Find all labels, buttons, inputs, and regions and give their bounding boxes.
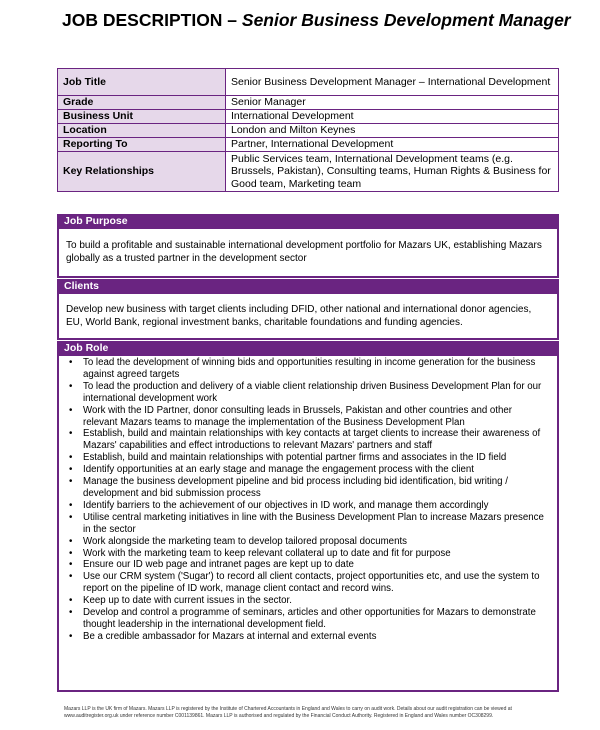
list-item-text: Establish, build and maintain relationships with key contacts at target clients to increase their awareness of Mazars' capabilities and effect introductions to relevant Mazars' partners and staff (83, 428, 541, 452)
info-label: Job Title (58, 69, 226, 96)
info-label: Business Unit (58, 110, 226, 124)
info-value: International Development (226, 110, 559, 124)
list-item (66, 464, 549, 476)
job-role-heading: Job Role (59, 341, 557, 356)
list-item-text: Use our CRM system ('Sugar') to record all client contacts, project opportunities etc, and use the system to report on the pipeline of ID work, manage client contact and record wins. (83, 571, 540, 595)
list-item-text: Keep up to date with current issues in the sector. (83, 595, 292, 607)
list-item (66, 536, 549, 548)
list-item-text: To lead the production and delivery of a viable client relationship driven Business Development Plan for our international development work (83, 380, 542, 404)
title-prefix: JOB DESCRIPTION – (62, 10, 242, 30)
list-item (66, 548, 549, 560)
list-item-text: Be a credible ambassador for Mazars at internal and external events (83, 630, 377, 642)
bullet-icon: • (69, 476, 73, 488)
bullet-icon: • (69, 630, 73, 642)
job-purpose-text: To build a profitable and sustainable international development portfolio for Mazars UK, establishing Mazars globally as a trusted partner in the development sector (66, 240, 542, 264)
list-item-text: Work alongside the marketing team to develop tailored proposal documents (83, 535, 407, 547)
info-label: Key Relationships (58, 152, 226, 192)
list-item (66, 381, 549, 405)
list-item-text: Develop and control a programme of seminars, articles and other opportunities for Mazars to demonstrate thought leadership in the international development field. (83, 607, 536, 630)
job-purpose-heading: Job Purpose (59, 214, 557, 229)
list-item-text: Work with the ID Partner, donor consulting leads in Brussels, Pakistan and other countries and other relevant Mazars teams to manage the implementation of the Business Development Plan (83, 404, 512, 428)
bullet-icon: • (69, 499, 73, 511)
clients-heading: Clients (59, 279, 557, 294)
table-row (58, 152, 559, 192)
list-item-text: Work with the marketing team to keep relevant collateral up to date and fit for purpose (83, 547, 451, 559)
bullet-icon: • (69, 535, 73, 547)
table-row (58, 110, 559, 124)
list-item (66, 405, 549, 429)
list-item (66, 500, 549, 512)
list-item (66, 595, 549, 607)
page-title (62, 10, 571, 31)
list-item-text: Identify barriers to the achievement of our objectives in ID work, and manage them accordingly (83, 499, 489, 511)
bullet-icon: • (69, 380, 73, 392)
bullet-icon: • (69, 571, 73, 583)
list-item-text: Ensure our ID web page and intranet pages are kept up to date (83, 559, 354, 571)
job-role-body (59, 356, 557, 643)
bullet-icon: • (69, 428, 73, 440)
info-value: London and Milton Keynes (226, 124, 559, 138)
list-item-text: Utilise central marketing initiatives in line with the Business Development Plan to increase Mazars presence in the sector (83, 511, 544, 535)
bullet-icon: • (69, 607, 73, 619)
list-item-text: Manage the business development pipeline and bid process including bid identification, bid writing / development and bid submission process (83, 476, 508, 499)
info-label: Grade (58, 96, 226, 110)
info-label: Reporting To (58, 138, 226, 152)
job-info-table (57, 68, 559, 192)
info-value: Senior Manager (226, 96, 559, 110)
list-item-text: To lead the development of winning bids and opportunities resulting in income generation for the business against agreed targets (83, 357, 536, 380)
bullet-icon: • (69, 357, 73, 368)
info-label: Location (58, 124, 226, 138)
bullet-icon: • (69, 452, 73, 464)
table-row (58, 69, 559, 96)
job-role-section (57, 341, 559, 692)
job-role-list (66, 357, 549, 643)
list-item (66, 452, 549, 464)
title-role: Senior Business Development Manager (241, 10, 571, 30)
info-value: Partner, International Development (226, 138, 559, 152)
list-item (66, 631, 549, 643)
list-item-text: Identify opportunities at an early stage and manage the engagement process with the client (83, 464, 474, 476)
bullet-icon: • (69, 547, 73, 559)
info-value: Public Services team, International Development teams (e.g. Brussels, Pakistan), Consulting teams, Human Rights & Business for Good team, Marketing team (226, 152, 559, 192)
bullet-icon: • (69, 559, 73, 571)
list-item (66, 559, 549, 571)
list-item (66, 357, 549, 381)
info-value: Senior Business Development Manager – International Development (226, 69, 559, 96)
list-item (66, 512, 549, 536)
clients-section (57, 279, 559, 340)
table-row (58, 138, 559, 152)
list-item (66, 571, 549, 595)
list-item (66, 476, 549, 500)
bullet-icon: • (69, 511, 73, 523)
job-purpose-section (57, 214, 559, 278)
list-item (66, 607, 549, 631)
list-item-text: Establish, build and maintain relationships with potential partner firms and associates in the ID field (83, 452, 507, 464)
bullet-icon: • (69, 464, 73, 476)
list-item (66, 428, 549, 452)
table-row (58, 124, 559, 138)
bullet-icon: • (69, 595, 73, 607)
clients-text: Develop new business with target clients including DFID, other national and international donor agencies, EU, World Bank, regional investment banks, charitable foundations and funding agencies. (66, 304, 532, 328)
bullet-icon: • (69, 404, 73, 416)
table-row (58, 96, 559, 110)
footer-note: Mazars LLP is the UK firm of Mazars. Mazars LLP is registered by the Institute of Chartered Accountants in England and Wales to carry on audit work. Details about our audit registration can be viewed at www.auditregister.org.uk under reference number C001139861. Mazars LLP is authorised and regulated by the Financial Conduct Authority. Registered in England and Wales number OC308299. (64, 706, 512, 719)
